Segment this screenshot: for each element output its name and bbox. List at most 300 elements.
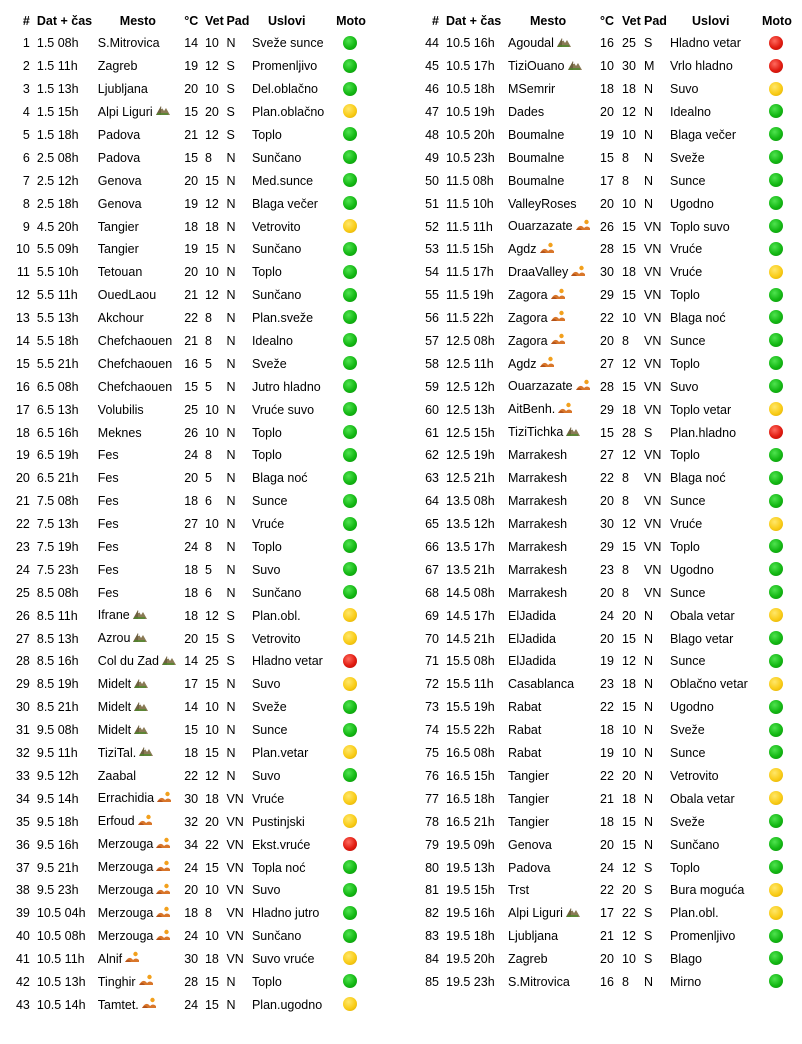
table-row [10, 32, 366, 55]
precipitation-text: S [644, 906, 653, 921]
date-time [446, 948, 508, 971]
precipitation [226, 971, 252, 994]
status-green-dot-icon [343, 333, 357, 347]
wind-text: 8 [204, 540, 212, 555]
wind [622, 421, 644, 444]
temperature-text: 24 [184, 448, 199, 463]
moto-rating [334, 215, 366, 238]
city-text: Midelt [97, 699, 132, 714]
conditions-text: Topla noć [251, 860, 306, 875]
precipitation-text: N [644, 746, 654, 761]
date-time [446, 627, 508, 650]
moto-rating [334, 78, 366, 101]
city [98, 536, 184, 559]
precipitation [226, 421, 252, 444]
conditions-text: Toplo [670, 860, 700, 875]
temperature-text: 18 [600, 723, 614, 738]
precipitation [644, 124, 670, 147]
status-green-dot-icon [769, 219, 783, 233]
status-red-dot-icon [769, 36, 783, 50]
city [98, 352, 184, 375]
precipitation [226, 490, 252, 513]
row-number [10, 948, 37, 971]
wind [205, 765, 226, 788]
precipitation-text: VN [226, 883, 244, 898]
wind [622, 673, 644, 696]
temperature [184, 604, 205, 627]
city [508, 742, 600, 765]
conditions-text: Hladno jutro [251, 906, 320, 921]
row-number-text: 59 [425, 379, 439, 394]
date-time [37, 375, 98, 398]
date-time-text: 10.5 17h [446, 59, 495, 74]
row-number [10, 719, 37, 742]
temperature-text: 17 [600, 173, 614, 188]
precipitation [226, 375, 252, 398]
desert-icon [540, 356, 554, 370]
temperature [184, 856, 205, 879]
moto-rating [334, 32, 366, 55]
mountain-icon [134, 700, 148, 714]
wind-text: 15 [622, 540, 636, 555]
status-green-dot-icon [343, 974, 357, 988]
wind [622, 627, 644, 650]
status-yellow-dot-icon [343, 951, 357, 965]
row-number-text: 29 [15, 677, 30, 692]
conditions-text: Plan.oblačno [251, 105, 325, 120]
date-time [37, 398, 98, 421]
moto-rating [760, 398, 792, 421]
precipitation-text: M [644, 59, 655, 74]
date-time [37, 55, 98, 78]
row-number [418, 375, 446, 398]
precipitation [226, 719, 252, 742]
precipitation [644, 307, 670, 330]
conditions-text: Toplo [670, 356, 700, 371]
city-text: Trst [508, 883, 530, 898]
city [508, 902, 600, 925]
conditions-text: Plan.vetar [251, 746, 309, 761]
temperature [184, 513, 205, 536]
row-number [418, 398, 446, 421]
conditions-text: Toplo [251, 540, 282, 555]
desert-icon [540, 242, 554, 256]
table-row [10, 307, 366, 330]
date-time-text: 16.5 21h [446, 814, 495, 829]
city-text: Merzouga [97, 860, 154, 875]
temperature [184, 284, 205, 307]
wind [205, 78, 226, 101]
date-time [37, 284, 98, 307]
date-time-text: 11.5 11h [446, 219, 493, 234]
status-green-dot-icon [769, 539, 783, 553]
moto-rating [760, 375, 792, 398]
moto-rating [334, 902, 366, 925]
row-number-text: 61 [425, 425, 439, 440]
temperature [600, 215, 622, 238]
conditions-text: Toplo [670, 448, 700, 463]
conditions [252, 32, 334, 55]
row-number-text: 14 [15, 334, 30, 349]
row-number-text: 69 [425, 608, 439, 623]
conditions [670, 879, 760, 902]
temperature-text: 20 [600, 494, 614, 509]
date-time-text: 19.5 23h [446, 974, 495, 989]
date-time-text: 15.5 22h [446, 723, 495, 738]
date-time-text: 8.5 13h [36, 631, 79, 646]
city-text: Padova [97, 128, 141, 142]
city-text: Fes [97, 585, 119, 600]
wind-text: 8 [622, 150, 629, 165]
wind [205, 742, 226, 765]
temperature-text: 15 [184, 379, 199, 394]
temperature-text: 30 [184, 952, 199, 967]
date-time [37, 787, 98, 810]
row-number-text: 25 [15, 585, 30, 600]
moto-rating [760, 146, 792, 169]
conditions [252, 696, 334, 719]
conditions-text: Sveže [670, 723, 705, 738]
wind-text: 12 [204, 768, 219, 783]
moto-rating [334, 925, 366, 948]
mountain-icon [139, 745, 153, 759]
temperature-text: 18 [600, 814, 614, 829]
date-time-text: 16.5 08h [446, 746, 495, 761]
moto-rating [760, 673, 792, 696]
wind-text: 15 [204, 746, 219, 761]
moto-rating [760, 696, 792, 719]
temperature [600, 948, 622, 971]
row-number [10, 467, 37, 490]
table-row [418, 375, 792, 398]
date-time [446, 971, 508, 994]
city-text: Marrakesh [508, 540, 568, 555]
date-time [37, 238, 98, 261]
date-time [37, 971, 98, 994]
precipitation-text: N [226, 334, 236, 349]
wind-text: 12 [622, 654, 636, 669]
temperature-text: 20 [184, 82, 199, 97]
precipitation-text: N [226, 36, 236, 51]
status-green-dot-icon [769, 471, 783, 485]
city-text: Boumalne [508, 173, 565, 188]
city-text: Zagora [508, 287, 548, 302]
status-green-dot-icon [769, 173, 783, 187]
wind-text: 15 [622, 242, 636, 257]
desert-icon [156, 906, 170, 920]
city [98, 398, 184, 421]
table-row [10, 169, 366, 192]
moto-rating [760, 261, 792, 284]
moto-rating [334, 467, 366, 490]
wind-text: 15 [204, 242, 219, 257]
temperature [600, 78, 622, 101]
table-row [418, 879, 792, 902]
city-text: Merzouga [97, 883, 154, 898]
precipitation [226, 948, 252, 971]
table-row [10, 558, 366, 581]
wind-text: 8 [204, 448, 212, 463]
precipitation-text: N [226, 265, 236, 280]
conditions-text: Blaga večer [670, 128, 737, 142]
date-time [446, 490, 508, 513]
moto-rating [760, 650, 792, 673]
city [508, 490, 600, 513]
moto-rating [760, 536, 792, 559]
precipitation-text: N [226, 700, 236, 715]
temperature [600, 856, 622, 879]
table-row [418, 192, 792, 215]
table-row [418, 971, 792, 994]
precipitation-text: N [644, 768, 654, 783]
temperature-text: 22 [600, 471, 614, 486]
precipitation-text: N [644, 814, 654, 829]
city-text: Erfoud [97, 814, 135, 829]
precipitation-text: S [226, 82, 235, 97]
row-number [418, 307, 446, 330]
date-time [446, 536, 508, 559]
row-number-text: 12 [15, 288, 30, 303]
city-text: Marrakesh [508, 585, 568, 600]
city-text: DraaValley [508, 265, 569, 279]
date-time-text: 14.5 21h [446, 631, 495, 646]
city-text: Tinghir [97, 974, 136, 989]
wind-text: 10 [204, 265, 219, 280]
conditions-text: Sunce [251, 494, 288, 509]
row-number [418, 558, 446, 581]
date-time [37, 330, 98, 353]
row-number [418, 948, 446, 971]
temperature [184, 627, 205, 650]
table-row [418, 673, 792, 696]
city [98, 192, 184, 215]
precipitation-text: S [644, 952, 653, 967]
row-number [10, 169, 37, 192]
temperature-text: 18 [184, 746, 199, 761]
temperature [600, 971, 622, 994]
table-row [10, 467, 366, 490]
temperature [184, 787, 205, 810]
date-time [446, 284, 508, 307]
table-body-left [10, 32, 366, 1016]
status-green-dot-icon [769, 196, 783, 210]
temperature [184, 101, 205, 124]
row-number-text: 70 [425, 631, 439, 646]
conditions [670, 238, 760, 261]
header-date-time: Dat + čas [446, 14, 502, 28]
precipitation [644, 467, 670, 490]
conditions [252, 238, 334, 261]
precipitation [644, 879, 670, 902]
city [98, 215, 184, 238]
row-number-text: 57 [425, 334, 439, 349]
city-text: Ouarzazate [508, 379, 573, 394]
moto-rating [334, 696, 366, 719]
row-number-text: 64 [425, 494, 439, 509]
temperature [600, 902, 622, 925]
moto-rating [334, 146, 366, 169]
temperature [600, 32, 622, 55]
row-number-text: 63 [425, 471, 439, 486]
date-time [37, 742, 98, 765]
temperature-text: 22 [184, 768, 199, 783]
row-number [10, 604, 37, 627]
row-number-text: 79 [425, 837, 439, 852]
temperature-text: 24 [600, 860, 614, 875]
temperature-text: 14 [184, 654, 199, 669]
conditions [252, 650, 334, 673]
moto-rating [760, 513, 792, 536]
conditions-text: Med.sunce [251, 173, 314, 188]
conditions [670, 765, 760, 788]
conditions [670, 627, 760, 650]
city [508, 330, 600, 353]
temperature-text: 19 [600, 746, 614, 761]
wind-text: 15 [622, 631, 636, 646]
wind-text: 28 [622, 425, 636, 440]
conditions [670, 261, 760, 284]
row-number [418, 169, 446, 192]
wind [622, 307, 644, 330]
date-time [446, 765, 508, 788]
temperature [184, 169, 205, 192]
date-time-text: 8.5 11h [36, 608, 78, 623]
status-green-dot-icon [769, 379, 783, 393]
moto-rating [334, 558, 366, 581]
table-row [418, 169, 792, 192]
wind [622, 581, 644, 604]
moto-rating [334, 490, 366, 513]
row-number-text: 74 [425, 723, 439, 738]
temperature-text: 14 [184, 700, 199, 715]
temperature [600, 421, 622, 444]
wind [205, 238, 226, 261]
temperature-text: 19 [184, 242, 199, 257]
conditions-text: Blaga noć [670, 311, 726, 326]
conditions-text: Toplo vetar [670, 402, 732, 417]
table-row [10, 146, 366, 169]
temperature-text: 17 [600, 906, 614, 921]
conditions-text: Sunce [670, 654, 706, 669]
wind-text: 22 [622, 906, 636, 921]
precipitation-text: S [644, 425, 653, 440]
city-text: Padova [97, 150, 141, 165]
header-temp: °C [600, 14, 615, 28]
city-text: Zagora [508, 333, 548, 348]
city-text: OuedLaou [97, 288, 157, 303]
wind-text: 18 [622, 677, 636, 692]
city-text: Boumalne [508, 128, 565, 142]
moto-rating [760, 971, 792, 994]
precipitation [644, 421, 670, 444]
row-number [10, 513, 37, 536]
date-time-text: 2.5 12h [36, 173, 79, 188]
row-number-text: 23 [15, 540, 30, 555]
city [508, 650, 600, 673]
temperature [600, 742, 622, 765]
conditions [670, 124, 760, 147]
conditions [252, 902, 334, 925]
table-row [10, 352, 366, 375]
row-number [10, 971, 37, 994]
table-row [10, 124, 366, 147]
temperature-text: 29 [600, 540, 614, 555]
precipitation-text: S [644, 36, 653, 51]
city-text: Fes [97, 494, 119, 509]
date-time-text: 11.5 10h [446, 196, 494, 211]
temperature [600, 581, 622, 604]
temperature-text: 20 [600, 334, 614, 349]
wind [205, 55, 226, 78]
row-number-text: 17 [15, 402, 30, 417]
row-number [10, 421, 37, 444]
temperature-text: 30 [600, 517, 614, 532]
row-number [418, 55, 446, 78]
row-number-text: 37 [15, 860, 30, 875]
date-time [37, 879, 98, 902]
city-text: Ouarzazate [508, 219, 573, 234]
precipitation-text: N [226, 448, 236, 463]
conditions-text: Toplo [251, 448, 282, 463]
temperature [184, 902, 205, 925]
status-green-dot-icon [343, 929, 357, 943]
city [508, 238, 600, 261]
conditions-text: Toplo [251, 265, 282, 280]
conditions-text: Sveže sunce [251, 36, 324, 51]
temperature-text: 20 [184, 883, 199, 898]
row-number-text: 47 [425, 105, 439, 120]
temperature-text: 29 [600, 288, 614, 303]
precipitation-text: N [226, 540, 236, 555]
city-text: Marrakesh [508, 471, 568, 486]
wind [622, 925, 644, 948]
date-time [446, 238, 508, 261]
row-number-text: 2 [22, 59, 30, 74]
wind [205, 810, 226, 833]
row-number [418, 444, 446, 467]
city [98, 742, 184, 765]
wind-text: 10 [622, 128, 636, 142]
precipitation [644, 146, 670, 169]
date-time-text: 6.5 08h [36, 379, 79, 394]
temperature-text: 28 [600, 242, 614, 257]
desert-icon [576, 219, 590, 233]
city-text: Agdz [508, 356, 537, 371]
conditions [670, 32, 760, 55]
precipitation [644, 78, 670, 101]
precipitation [644, 284, 670, 307]
city-text: Marrakesh [508, 448, 568, 463]
row-number-text: 28 [15, 654, 30, 669]
temperature [184, 879, 205, 902]
wind-text: 12 [204, 288, 219, 303]
temperature-text: 20 [184, 265, 199, 280]
row-number-text: 62 [425, 448, 439, 463]
moto-rating [334, 536, 366, 559]
conditions-text: Plan.obl. [670, 906, 719, 921]
row-number [10, 810, 37, 833]
temperature-text: 20 [600, 585, 614, 600]
conditions-text: Vruće [670, 265, 703, 280]
temperature [184, 719, 205, 742]
wind-text: 30 [622, 59, 636, 74]
conditions-text: Del.oblačno [251, 82, 318, 97]
row-number-text: 9 [22, 219, 30, 234]
conditions-text: Suvo [251, 562, 281, 577]
date-time-text: 8.5 16h [36, 654, 79, 669]
conditions-text: Vetrovito [251, 219, 301, 234]
city-text: Chefchaouen [97, 334, 173, 349]
